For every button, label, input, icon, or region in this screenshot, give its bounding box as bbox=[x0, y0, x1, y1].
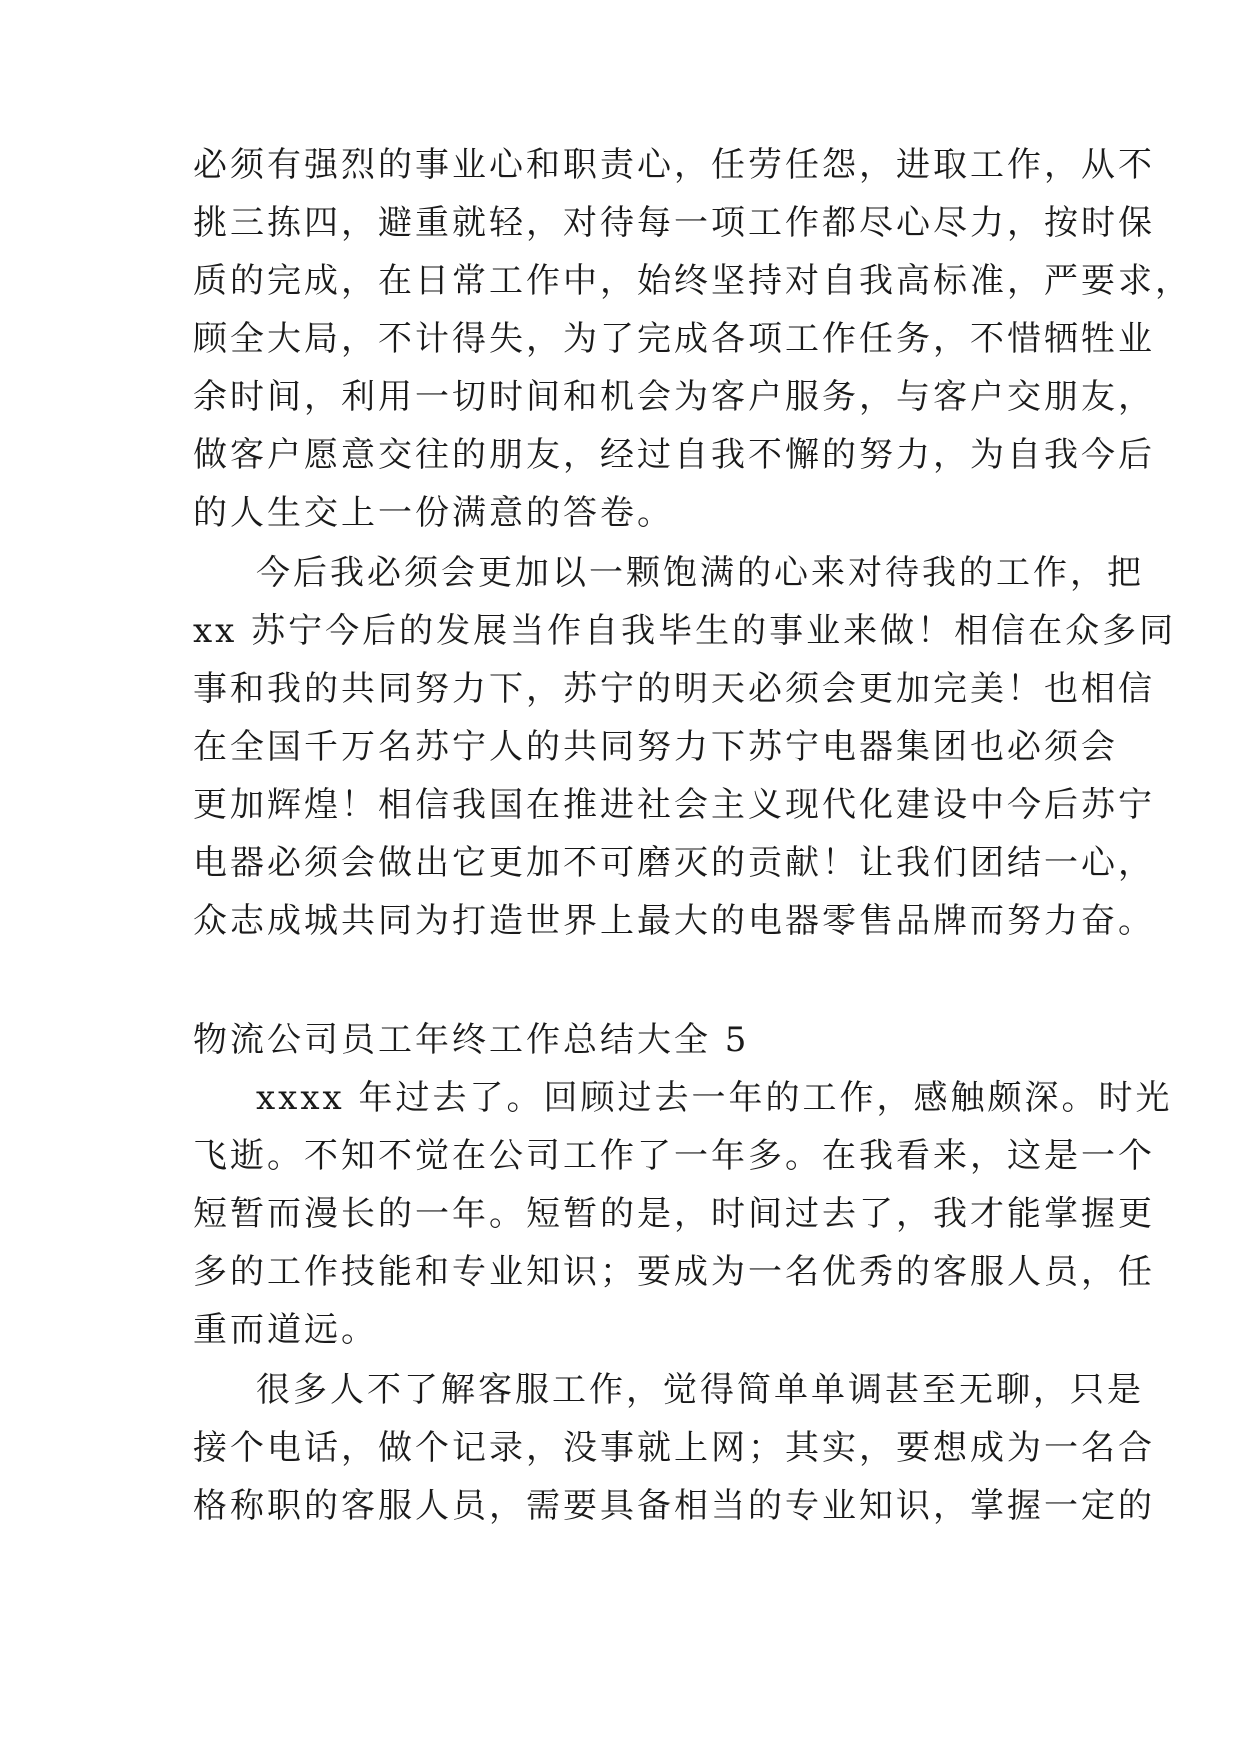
text-line: xx 苏宁今后的发展当作自我毕生的事业来做！相信在众多同 bbox=[193, 611, 1177, 651]
text-line: 做客户愿意交往的朋友，经过自我不懈的努力，为自我今后 bbox=[193, 435, 1155, 475]
section-heading: 物流公司员工年终工作总结大全 5 bbox=[193, 1020, 750, 1060]
text-line: 更加辉煌！相信我国在推进社会主义现代化建设中今后苏宁 bbox=[193, 785, 1155, 825]
text-line: 短暂而漫长的一年。短暂的是，时间过去了，我才能掌握更 bbox=[193, 1194, 1155, 1234]
text-line: 今后我必须会更加以一颗饱满的心来对待我的工作，把 bbox=[256, 553, 1144, 593]
text-line: 顾全大局，不计得失，为了完成各项工作任务，不惜牺牲业 bbox=[193, 319, 1155, 359]
text-line: xxxx 年过去了。回顾过去一年的工作，感触颇深。时光 bbox=[256, 1078, 1173, 1118]
text-line: 很多人不了解客服工作，觉得简单单调甚至无聊，只是 bbox=[256, 1370, 1144, 1410]
text-line: 格称职的客服人员，需要具备相当的专业知识，掌握一定的 bbox=[193, 1486, 1155, 1526]
text-line: 挑三拣四，避重就轻，对待每一项工作都尽心尽力，按时保 bbox=[193, 203, 1155, 243]
text-line: 必须有强烈的事业心和职责心，任劳任怨，进取工作，从不 bbox=[193, 145, 1155, 185]
text-line: 余时间，利用一切时间和机会为客户服务，与客户交朋友， bbox=[193, 377, 1155, 417]
text-line: 事和我的共同努力下，苏宁的明天必须会更加完美！也相信 bbox=[193, 669, 1155, 709]
text-line: 的人生交上一份满意的答卷。 bbox=[193, 493, 674, 533]
text-line: 在全国千万名苏宁人的共同努力下苏宁电器集团也必须会 bbox=[193, 727, 1118, 767]
text-line: 质的完成，在日常工作中，始终坚持对自我高标准，严要求， bbox=[193, 261, 1192, 301]
text-line: 重而道远。 bbox=[193, 1310, 378, 1350]
text-line: 接个电话，做个记录，没事就上网；其实，要想成为一名合 bbox=[193, 1428, 1155, 1468]
text-line: 多的工作技能和专业知识；要成为一名优秀的客服人员，任 bbox=[193, 1252, 1155, 1292]
text-line: 电器必须会做出它更加不可磨灭的贡献！让我们团结一心， bbox=[193, 843, 1155, 883]
text-line: 众志成城共同为打造世界上最大的电器零售品牌而努力奋。 bbox=[193, 901, 1155, 941]
text-line: 飞逝。不知不觉在公司工作了一年多。在我看来，这是一个 bbox=[193, 1136, 1155, 1176]
